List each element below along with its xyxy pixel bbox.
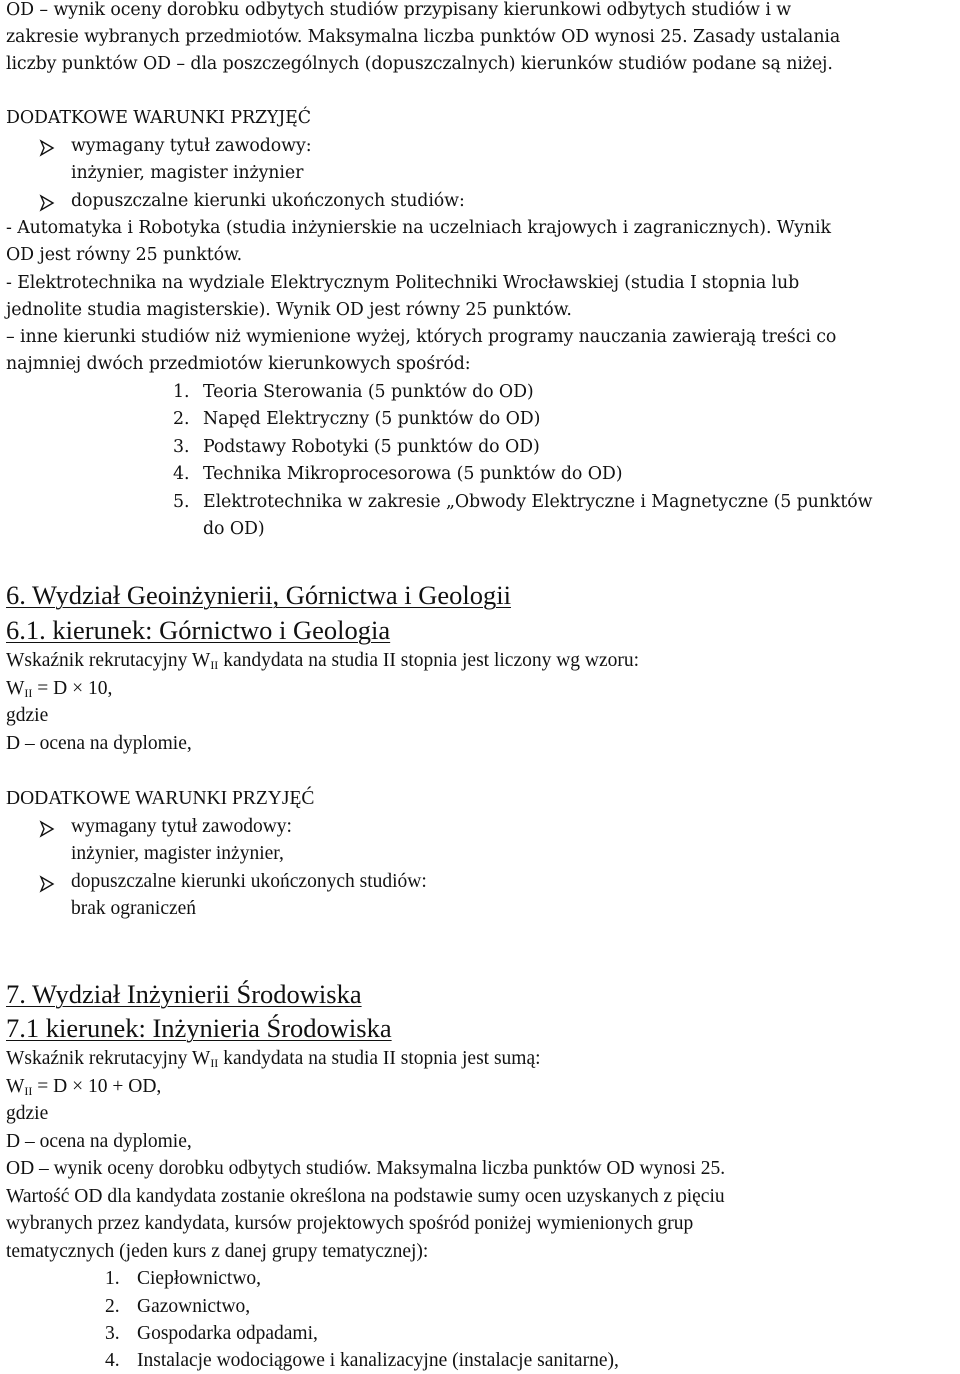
paragraph-line: liczby punktów OD – dla poszczególnych (dopuszczalnych) kierunków studiów podane są niżej. <box>6 54 833 74</box>
section-title: 7. Wydział Inżynierii Środowiska <box>6 979 362 1009</box>
paragraph-line: OD jest równy 25 punktów. <box>6 245 243 265</box>
paragraph-line: Wartość OD dla kandydata zostanie określona na podstawie sumy ocen uzyskanych z pięciu <box>6 1186 725 1207</box>
formula: $W_{II} = D \times 10$ + OD, <box>6 1076 162 1098</box>
paragraph-line: OD – wynik oceny dorobku odbytych studiów. Maksymalna liczba punktów OD wynosi 25. <box>6 1158 726 1179</box>
definition-line: D – ocena na dyplomie, <box>6 733 192 754</box>
arrow-bullet-icon <box>38 194 56 212</box>
bullet-value: inżynier, magister inżynier <box>71 163 304 183</box>
list-item-continuation: do OD) <box>203 519 265 539</box>
list-number: 2. <box>173 409 190 429</box>
list-item <box>173 406 540 432</box>
list-number: 4. <box>105 1350 120 1371</box>
arrow-bullet-icon <box>38 820 56 838</box>
bullet-text: dopuszczalne kierunki ukończonych studiów: <box>71 871 427 892</box>
section-heading: DODATKOWE WARUNKI PRZYJĘĆ <box>6 108 311 128</box>
list-item <box>173 461 622 487</box>
list-text: Elektrotechnika w zakresie „Obwody Elektryczne i Magnetyczne (5 punktów <box>203 492 873 512</box>
bullet-value: inżynier, magister inżynier, <box>71 843 284 864</box>
list-text: Napęd Elektryczny (5 punktów do OD) <box>203 409 541 429</box>
list-number: 1. <box>105 1268 120 1289</box>
list-text: Podstawy Robotyki (5 punktów do OD) <box>203 437 540 457</box>
paragraph-line: - Automatyka i Robotyka (studia inżynierskie na uczelniach krajowych i zagranicznych). Wynik <box>6 218 831 238</box>
bullet-text: wymagany tytuł zawodowy: <box>71 816 292 837</box>
paragraph-line: - Elektrotechnika na wydziale Elektrycznym Politechniki Wrocławskiej (studia I stopnia lub <box>6 273 800 293</box>
section-subtitle: 7.1 kierunek: Inżynieria Środowiska <box>6 1013 392 1043</box>
list-item <box>173 434 540 460</box>
bullet-text: dopuszczalne kierunki ukończonych studiów: <box>71 191 465 211</box>
paragraph-line: zakresie wybranych przedmiotów. Maksymalna liczba punktów OD wynosi 25. Zasady ustalania <box>6 27 841 47</box>
section-heading: DODATKOWE WARUNKI PRZYJĘĆ <box>6 788 315 809</box>
list-item <box>173 489 872 515</box>
paragraph-line: wybranych przez kandydata, kursów projektowych spośród poniżej wymienionych grup <box>6 1213 694 1234</box>
paragraph-line: najmniej dwóch przedmiotów kierunkowych spośród: <box>6 354 471 374</box>
list-number: 1. <box>173 382 190 402</box>
list-text: Gazownictwo, <box>137 1296 251 1317</box>
formula: $W_{II} = D \times 10$, <box>6 678 113 700</box>
list-number: 5. <box>173 492 190 512</box>
list-text: Technika Mikroprocesorowa (5 punktów do OD) <box>203 464 623 484</box>
definition-line: D – ocena na dyplomie, <box>6 1131 192 1152</box>
list-number: 3. <box>105 1323 120 1344</box>
paragraph-line: tematycznych (jeden kurs z danej grupy tematycznej): <box>6 1241 429 1262</box>
bullet-value: brak ograniczeń <box>71 898 197 919</box>
list-item <box>105 1348 619 1374</box>
list-item <box>105 1266 261 1292</box>
list-text: Gospodarka odpadami, <box>137 1323 318 1344</box>
list-item <box>105 1321 318 1347</box>
gdzie-label: gdzie <box>6 705 49 726</box>
gdzie-label: gdzie <box>6 1103 49 1124</box>
list-item <box>105 1294 250 1320</box>
list-text: Ciepłownictwo, <box>137 1268 262 1289</box>
list-item <box>173 379 534 405</box>
section-subtitle: 6.1. kierunek: Górnictwo i Geologia <box>6 615 391 645</box>
list-number: 2. <box>105 1296 120 1317</box>
list-text: Instalacje wodociągowe i kanalizacyjne (instalacje sanitarne), <box>137 1350 619 1371</box>
paragraph-line: jednolite studia magisterskie). Wynik OD jest równy 25 punktów. <box>6 300 572 320</box>
section-title: 6. Wydział Geoinżynierii, Górnictwa i Geologii <box>6 580 511 610</box>
bullet-text: wymagany tytuł zawodowy: <box>71 136 312 156</box>
list-number: 3. <box>173 437 190 457</box>
formula-intro: Wskaźnik rekrutacyjny $W_{II}$ kandydata na studia II stopnia jest sumą: <box>6 1048 541 1070</box>
arrow-bullet-icon <box>38 139 56 157</box>
arrow-bullet-icon <box>38 875 56 893</box>
formula-intro: Wskaźnik rekrutacyjny $W_{II}$ kandydata na studia II stopnia jest liczony wg wzoru: <box>6 650 640 672</box>
paragraph-line: OD – wynik oceny dorobku odbytych studiów przypisany kierunkowi odbytych studiów i w <box>6 0 792 20</box>
list-text: Teoria Sterowania (5 punktów do OD) <box>203 382 534 402</box>
paragraph-line: – inne kierunki studiów niż wymienione wyżej, których programy nauczania zawierają treści co <box>6 327 837 347</box>
list-number: 4. <box>173 464 190 484</box>
